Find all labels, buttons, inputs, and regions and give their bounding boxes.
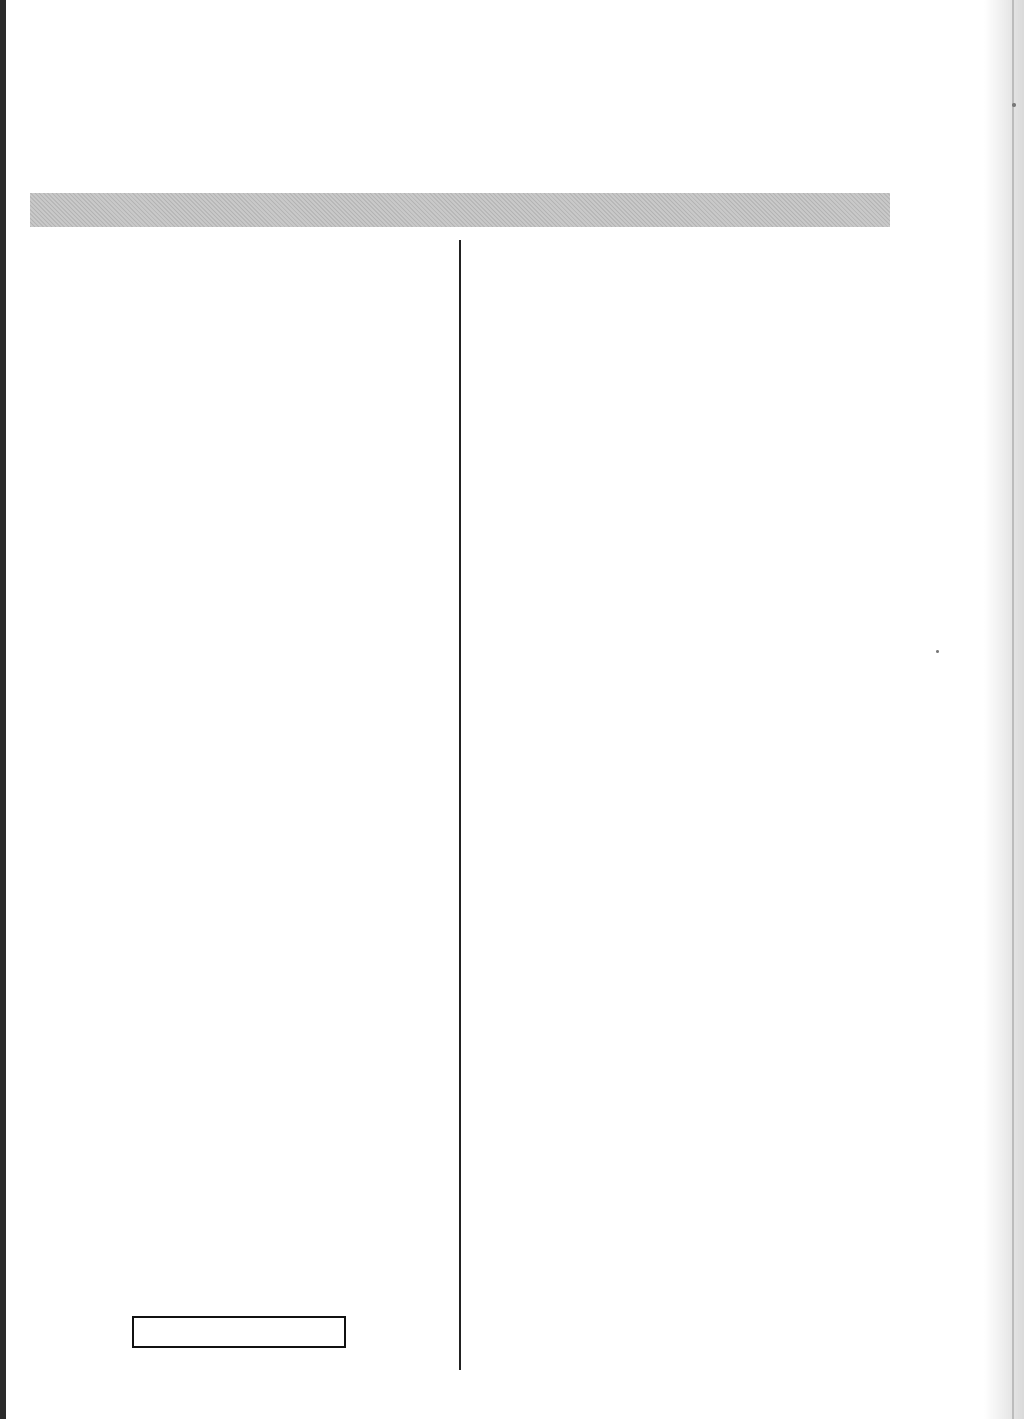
- column-divider: [459, 240, 461, 1370]
- scan-speck: [1012, 103, 1016, 107]
- scan-speck: [936, 650, 939, 653]
- tagline-band: [30, 193, 890, 227]
- scan-edge-line: [1012, 0, 1014, 1419]
- scan-edge-left: [0, 0, 6, 1419]
- scan-edge-right: [984, 0, 1024, 1419]
- issn-box: [132, 1316, 346, 1348]
- journal-tagline: [30, 193, 890, 227]
- journal-title: [55, 74, 852, 138]
